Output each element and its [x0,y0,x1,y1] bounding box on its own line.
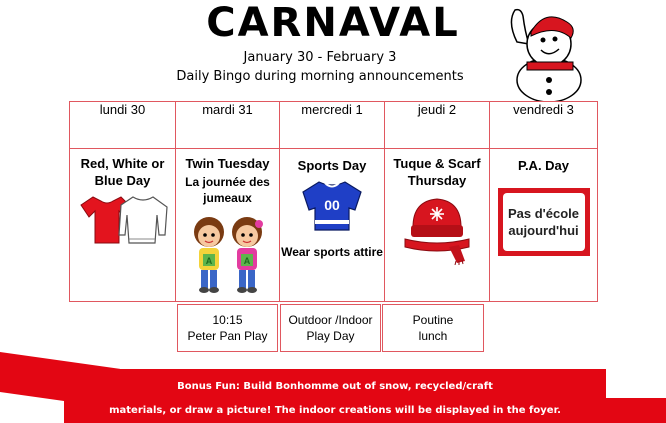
day-header: mardi 31 [176,102,280,149]
activity-cell [280,149,385,302]
day-header: vendredi 3 [490,102,598,149]
page-title: CARNAVAL [206,0,460,46]
sign-line: aujourd'hui [508,223,579,238]
sign-line: Pas d'école [507,206,580,221]
day-header: jeudi 2 [385,102,490,149]
hockey-jersey-icon [297,178,367,234]
sub-event-line: 10:15 [212,313,243,327]
sub-event-line: Play Day [306,329,355,343]
activity-title: Twin Tuesday [185,156,270,171]
sub-event-line: Outdoor /Indoor [288,313,373,327]
day-header: lundi 30 [70,102,176,149]
activity-cell [385,149,490,302]
twin-letter: A [205,256,212,266]
tshirt-sweater-icon [75,193,171,249]
bonus-fun-banner [64,369,606,423]
activity-subtitle: Wear sports attire [281,245,383,259]
no-school-sign-image [498,188,590,256]
day-header: mercredi 1 [280,102,385,149]
activity-title: Sports Day [297,158,367,173]
twin-letter: A [243,256,250,266]
date-range: January 30 - February 3 [243,50,397,65]
bonhomme-mascot-image [505,2,589,102]
sub-event-box [280,304,381,352]
twins-icon [185,210,271,296]
sub-event-line: lunch [418,329,448,343]
red-ribbon-decoration [600,398,666,423]
activity-title: P.A. Day [517,158,570,173]
sub-event-box [177,304,278,352]
activity-cell [70,149,176,302]
sub-event-box [382,304,484,352]
activity-title: Red, White or Blue Day [80,156,165,188]
activity-cell [490,149,598,302]
activity-title: Tuque & Scarf Thursday [393,156,481,188]
sub-event-line: Peter Pan Play [187,329,268,343]
bingo-grid [69,101,598,302]
sub-event-line: Poutine [412,313,454,327]
banner-line: Bonus Fun: Build Bonhomme out of snow, recycled/craft [177,381,493,392]
activity-cell [176,149,280,302]
page-subtitle: Daily Bingo during morning announcements [176,69,464,84]
jersey-number: 00 [324,197,340,213]
tuque-scarf-icon [399,193,475,265]
activity-subtitle: La journée des jumeaux [185,175,270,205]
banner-line: materials, or draw a picture! The indoor creations will be displayed in the foyer. [109,405,561,416]
